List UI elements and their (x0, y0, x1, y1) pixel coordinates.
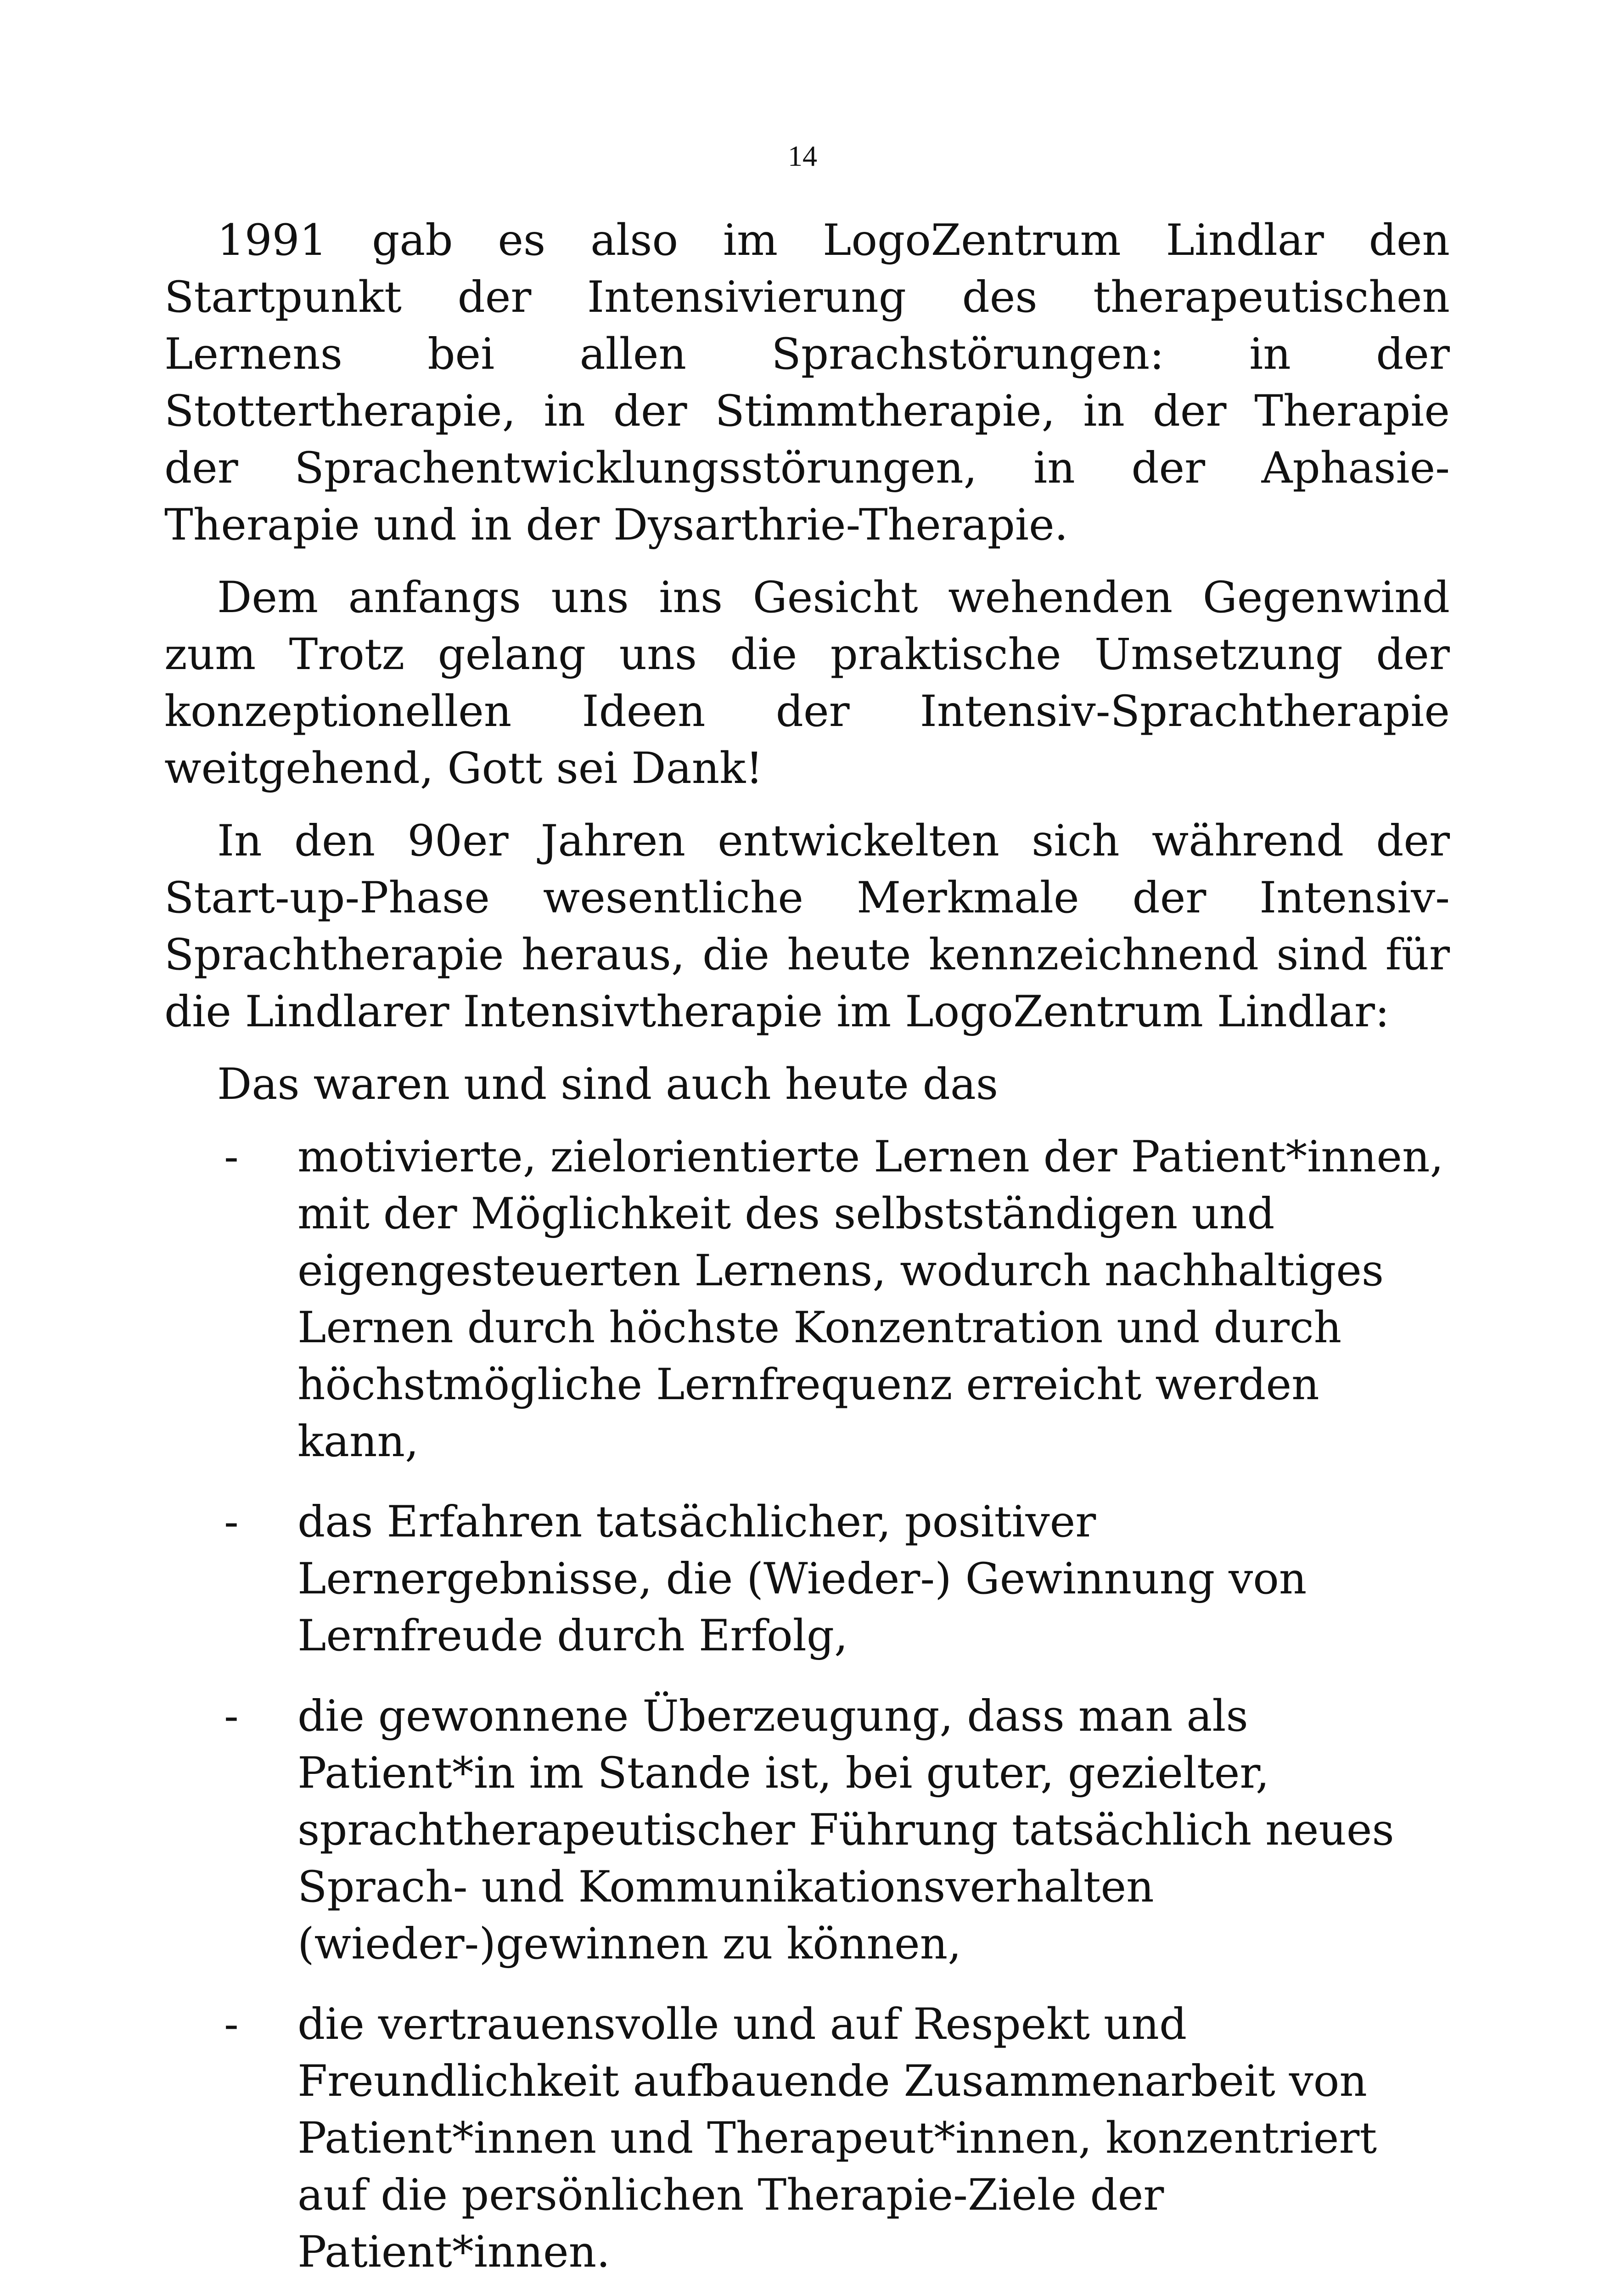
list-item (164, 1129, 1450, 1470)
page-body (164, 212, 1450, 2296)
paragraph-gegenwind: Dem anfangs uns ins Gesicht wehenden Gegenwind zum Trotz gelang uns die praktische Umsetzung der konzeptionellen Ideen der Intensiv-Sprachtherapie weitgehend, Gott sei Dank! (164, 573, 1450, 793)
list-item (164, 1996, 1450, 2281)
list-item-text: die gewonnene Überzeugung, dass man als Patient*in im Stande ist, bei guter, gezielter, sprachtherapeutischer Führung tatsächlich neues Sprach- und Kommunikationsverhalten (wieder-)gewinnen zu können, (297, 1691, 1394, 1969)
list-dash-marker: - (224, 1691, 239, 1741)
list-item (164, 1494, 1450, 1665)
list-dash-marker: - (224, 1497, 239, 1547)
page-number: 14 (788, 140, 817, 172)
list-dash-marker: - (224, 1132, 239, 1182)
feature-list (164, 1129, 1450, 2281)
list-item-text: die vertrauensvolle und auf Respekt und Freundlichkeit aufbauende Zusammenarbeit von Patient*innen und Therapeut*innen, konzentriert auf die persönlichen Therapie-Ziele der Patient*innen. (297, 1999, 1377, 2277)
list-dash-marker: - (224, 1999, 239, 2049)
paragraph-list-intro: Das waren und sind auch heute das (217, 1059, 999, 1109)
paragraph-90er-jahre: In den 90er Jahren entwickelten sich während der Start-up-Phase wesentliche Merkmale der Intensiv-Sprachtherapie heraus, die heute kennzeichnend sind für die Lindlarer Intensivtherapie im LogoZentrum Lindlar: (164, 816, 1450, 1037)
list-item (164, 1688, 1450, 1973)
paragraph-start-1991: 1991 gab es also im LogoZentrum Lindlar den Startpunkt der Intensivierung des therapeutischen Lernens bei allen Sprachstörungen: in der Stottertherapie, in der Stimmtherapie, in der Therapie der Sprachentwicklungsstörungen, in der Aphasie-Therapie und in der Dysarthrie-Therapie. (164, 215, 1450, 550)
list-item-text: das Erfahren tatsächlicher, positiver Lernergebnisse, die (Wieder-) Gewinnung von Lernfreude durch Erfolg, (297, 1497, 1307, 1661)
list-item-text: motivierte, zielorientierte Lernen der Patient*innen, mit der Möglichkeit des selbstständigen und eigengesteuerten Lernens, wodurch nachhaltiges Lernen durch höchste Konzentration und durch höchstmögliche Lernfrequenz erreicht werden kann, (297, 1132, 1444, 1467)
